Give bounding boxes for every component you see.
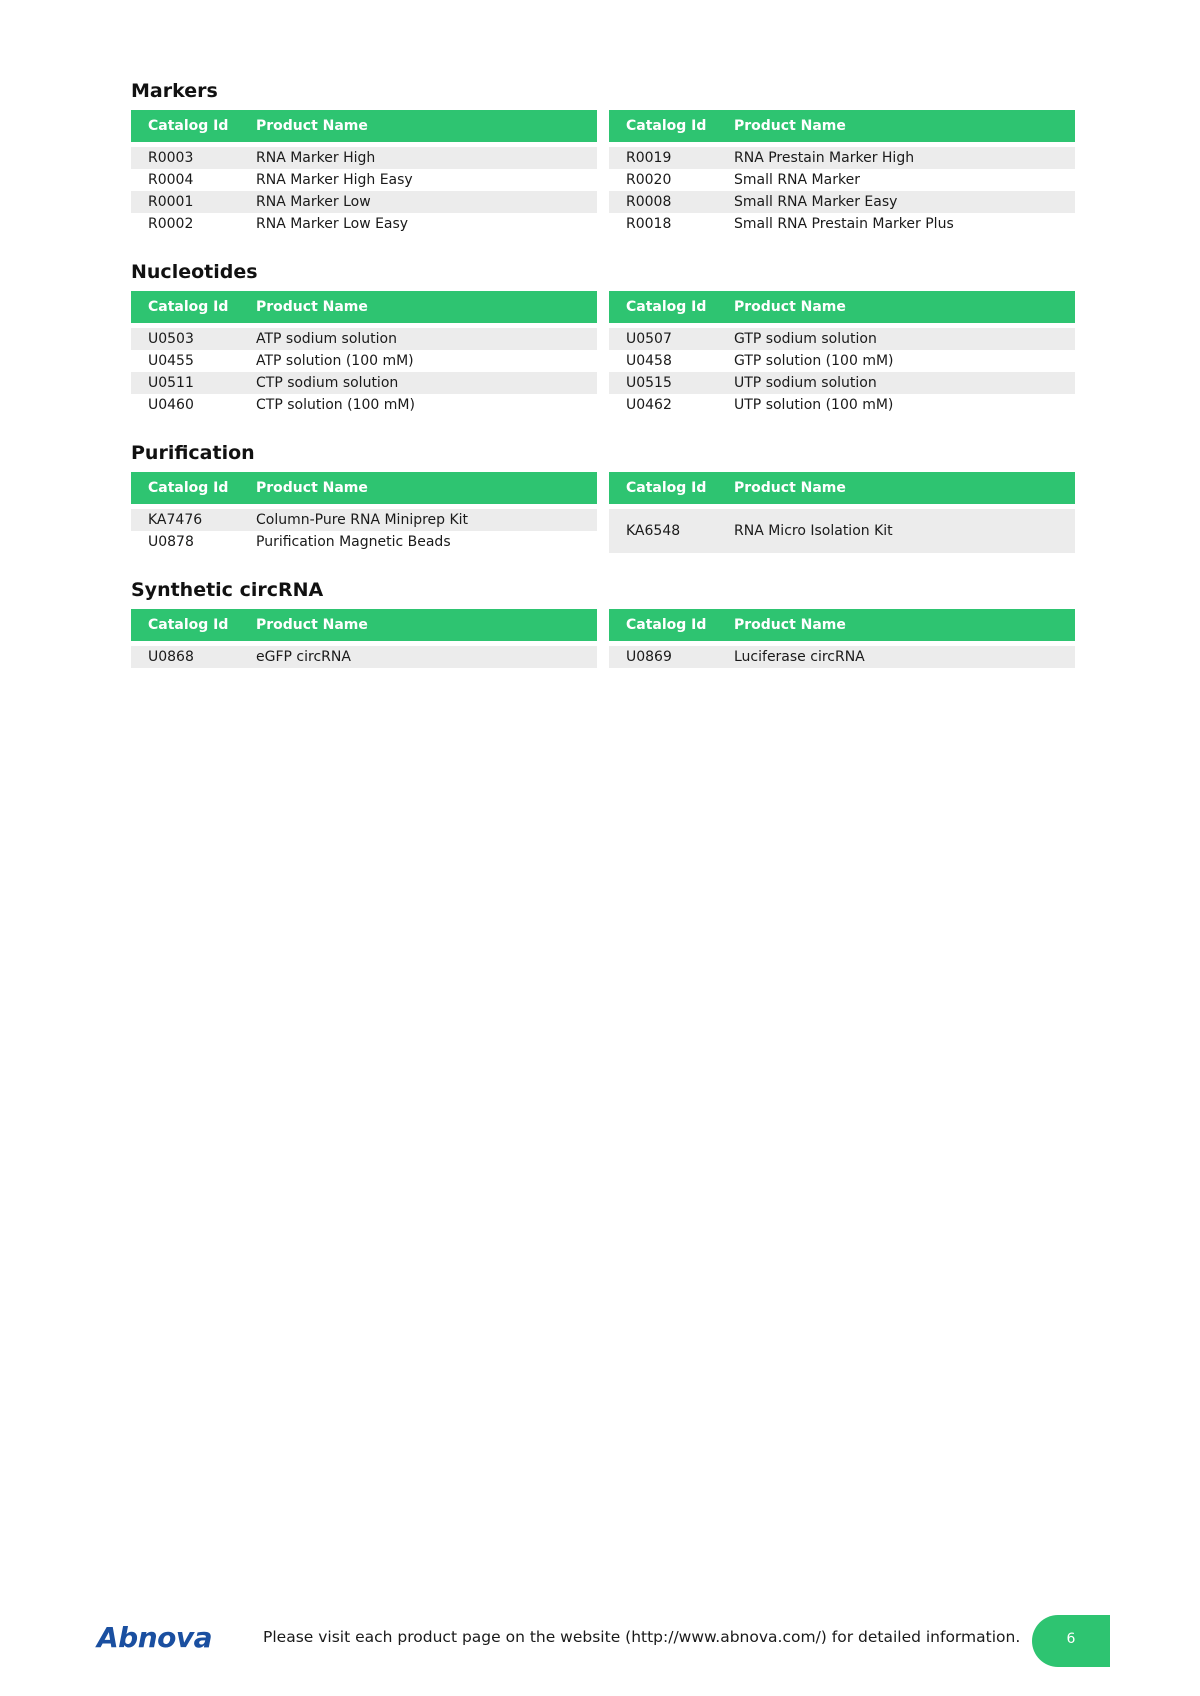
table-row <box>609 372 1075 394</box>
catalog-id-cell: U0869 <box>609 644 734 669</box>
page-number: 6 <box>1032 1615 1110 1667</box>
table-header-row <box>609 291 1075 326</box>
table-header-row <box>609 472 1075 507</box>
catalog-id-cell: U0458 <box>626 353 672 369</box>
product-name-header: Product Name <box>734 291 1075 326</box>
table-header-row <box>131 609 597 644</box>
table-pair <box>131 472 1075 553</box>
product-name-cell: Luciferase circRNA <box>734 644 1075 669</box>
table-row <box>609 145 1075 170</box>
product-name-header: Product Name <box>256 472 597 507</box>
product-name-cell: CTP sodium solution <box>256 372 597 394</box>
table-row <box>131 169 597 191</box>
catalog-id-header: Catalog Id <box>131 472 256 507</box>
catalog-id-header: Catalog Id <box>609 291 734 326</box>
catalog-id-header: Catalog Id <box>609 110 734 145</box>
section-markers <box>131 76 1075 235</box>
section-purification <box>131 438 1075 553</box>
section-title: Purification <box>131 442 255 464</box>
product-name-cell: UTP solution (100 mM) <box>734 397 894 413</box>
product-table-right <box>609 110 1075 235</box>
product-table-left <box>131 291 597 416</box>
table-row <box>609 213 1075 235</box>
section-title: Markers <box>131 80 218 102</box>
section-title: Nucleotides <box>131 261 258 283</box>
table-row <box>131 394 597 416</box>
catalog-id-cell: KA6548 <box>609 507 734 554</box>
table-row <box>131 145 597 170</box>
table-row <box>131 326 597 351</box>
product-name-cell: RNA Marker Low <box>256 191 597 213</box>
product-name-cell: UTP sodium solution <box>734 372 1075 394</box>
product-table-right <box>609 291 1075 416</box>
product-name-cell: Small RNA Marker <box>734 172 860 188</box>
table-header-row <box>131 291 597 326</box>
table-row <box>131 507 597 532</box>
table-row <box>609 644 1075 669</box>
product-name-cell: Small RNA Prestain Marker Plus <box>734 216 954 232</box>
catalog-id-cell: U0878 <box>148 534 194 550</box>
product-name-cell: RNA Marker Low Easy <box>256 216 409 232</box>
catalog-id-cell: R0001 <box>131 191 256 213</box>
catalog-id-cell: U0515 <box>609 372 734 394</box>
catalog-id-cell: U0460 <box>148 397 194 413</box>
section-nucleotides <box>131 257 1075 416</box>
product-name-cell: CTP solution (100 mM) <box>256 397 415 413</box>
catalog-id-cell: R0019 <box>609 145 734 170</box>
catalog-id-cell: U0507 <box>609 326 734 351</box>
catalog-content <box>131 76 1075 690</box>
catalog-id-cell: U0868 <box>131 644 256 669</box>
product-name-header: Product Name <box>734 472 1075 507</box>
product-table-right <box>609 472 1075 553</box>
product-table-left <box>131 472 597 553</box>
table-row <box>131 213 597 235</box>
table-header-row <box>609 110 1075 145</box>
product-name-cell: RNA Micro Isolation Kit <box>734 507 1075 554</box>
section-synthetic-circrna <box>131 575 1075 668</box>
catalog-id-cell: U0503 <box>131 326 256 351</box>
product-name-cell: Small RNA Marker Easy <box>734 191 1075 213</box>
table-row <box>131 372 597 394</box>
table-pair <box>131 609 1075 668</box>
catalog-id-cell: U0462 <box>626 397 672 413</box>
catalog-id-header: Catalog Id <box>131 291 256 326</box>
product-name-header: Product Name <box>256 291 597 326</box>
table-header-row <box>131 472 597 507</box>
table-row <box>131 531 597 553</box>
catalog-id-header: Catalog Id <box>609 472 734 507</box>
product-name-cell: Purification Magnetic Beads <box>256 534 451 550</box>
product-name-header: Product Name <box>734 110 1075 145</box>
product-name-cell: RNA Marker High <box>256 145 597 170</box>
table-row <box>609 326 1075 351</box>
table-row <box>131 350 597 372</box>
catalog-id-cell: R0008 <box>609 191 734 213</box>
product-name-cell: GTP sodium solution <box>734 326 1075 351</box>
product-name-cell: ATP solution (100 mM) <box>256 353 414 369</box>
table-row <box>131 644 597 669</box>
table-header-row <box>131 110 597 145</box>
product-name-cell: RNA Marker High Easy <box>256 172 413 188</box>
table-row <box>609 191 1075 213</box>
table-pair <box>131 291 1075 416</box>
product-name-header: Product Name <box>256 609 597 644</box>
catalog-id-header: Catalog Id <box>131 609 256 644</box>
product-name-cell: ATP sodium solution <box>256 326 597 351</box>
product-table-left <box>131 609 597 668</box>
table-row <box>609 394 1075 416</box>
product-name-header: Product Name <box>734 609 1075 644</box>
catalog-id-header: Catalog Id <box>131 110 256 145</box>
catalog-id-cell: KA7476 <box>131 507 256 532</box>
footer-note: Please visit each product page on the website (http://www.abnova.com/) for detailed information. <box>263 1628 1021 1646</box>
section-title: Synthetic circRNA <box>131 579 324 601</box>
catalog-id-cell: R0018 <box>626 216 672 232</box>
product-table-right <box>609 609 1075 668</box>
product-name-header: Product Name <box>256 110 597 145</box>
product-table-left <box>131 110 597 235</box>
catalog-id-header: Catalog Id <box>609 609 734 644</box>
catalog-id-cell: U0511 <box>131 372 256 394</box>
table-pair <box>131 110 1075 235</box>
table-row <box>609 169 1075 191</box>
catalog-id-cell: R0002 <box>148 216 194 232</box>
abnova-logo: Abnova <box>97 1621 213 1654</box>
product-name-cell: eGFP circRNA <box>256 644 597 669</box>
catalog-id-cell: R0020 <box>626 172 672 188</box>
table-row <box>609 507 1075 554</box>
catalog-id-cell: U0455 <box>148 353 194 369</box>
catalog-id-cell: R0004 <box>148 172 194 188</box>
product-name-cell: Column-Pure RNA Miniprep Kit <box>256 507 597 532</box>
table-row <box>609 350 1075 372</box>
product-name-cell: GTP solution (100 mM) <box>734 353 894 369</box>
catalog-id-cell: R0003 <box>131 145 256 170</box>
table-row <box>131 191 597 213</box>
table-header-row <box>609 609 1075 644</box>
product-name-cell: RNA Prestain Marker High <box>734 145 1075 170</box>
page-footer <box>0 1615 1200 1675</box>
